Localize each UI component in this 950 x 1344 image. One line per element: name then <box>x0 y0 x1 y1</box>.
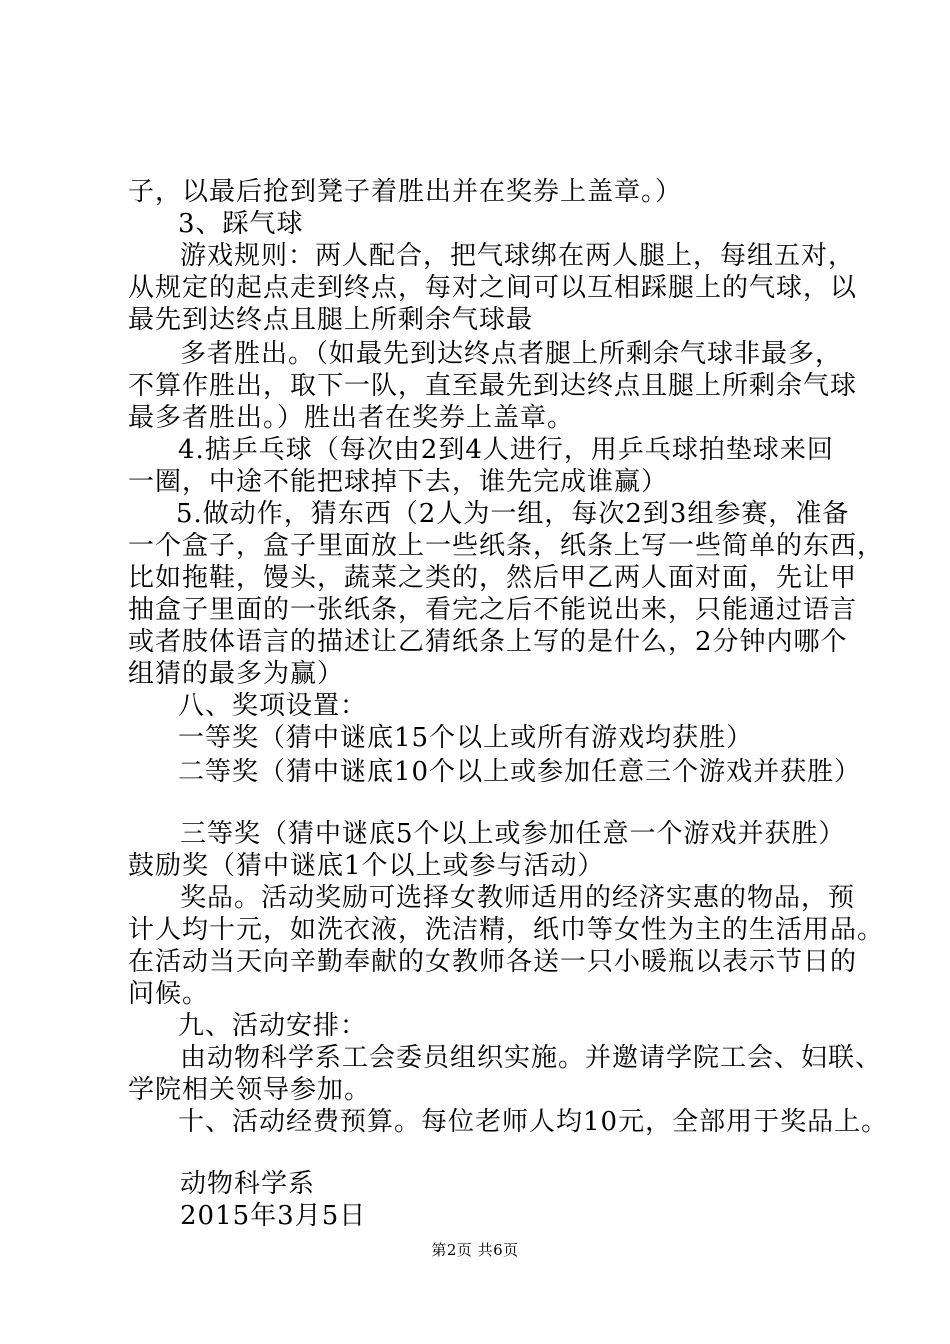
body-line-23: 计人均十元，如洗衣液，洗洁精，纸巾等女性为主的生活用品。 <box>128 915 885 945</box>
section-heading-balloon: 3、踩气球 <box>178 209 304 239</box>
section-heading-arrangement: 九、活动安排： <box>178 1011 368 1041</box>
body-line-6: 多者胜出。（如最先到达终点者腿上所剩余气球非最多， <box>180 339 843 369</box>
body-line-13: 比如拖鞋，馒头，蔬菜之类的，然后甲乙两人面对面，先让甲 <box>128 563 858 593</box>
signature-date: 2015年3月5日 <box>180 1201 367 1231</box>
body-line-1: 子，以最后抢到凳子着胜出并在奖券上盖章。） <box>128 177 683 207</box>
body-line-14: 抽盒子里面的一张纸条，看完之后不能说出来，只能通过语言 <box>128 595 858 625</box>
body-line-4: 从规定的起点走到终点，每对之间可以互相踩腿上的气球，以 <box>128 273 858 303</box>
body-line-3: 游戏规则：两人配合，把气球绑在两人腿上，每组五对， <box>180 241 856 271</box>
award-second: 二等奖（猜中谜底10个以上或参加任意三个游戏并获胜） <box>178 757 862 787</box>
body-line-7: 不算作胜出，取下一队，直至最先到达终点且腿上所剩余气球 <box>128 371 858 401</box>
section-heading-charades: 5.做动作，猜东西（2人为一组，每次2到3组参赛，准备 <box>176 499 850 529</box>
page-number-footer: 第2页 共6页 <box>431 1241 519 1259</box>
award-third: 三等奖（猜中谜底5个以上或参加任意一个游戏并获胜） <box>180 819 846 849</box>
section-heading-pingpong: 4.掂乒乓球（每次由2到4人进行，用乒乓球拍垫球来回 <box>178 435 834 465</box>
body-line-25: 问候。 <box>128 979 210 1009</box>
body-line-12: 一个盒子，盒子里面放上一些纸条，纸条上写一些简单的东西， <box>128 531 885 561</box>
section-heading-budget: 十、活动经费预算。每位老师人均10元，全部用于奖品上。 <box>178 1107 889 1137</box>
body-line-24: 在活动当天向辛勤奉献的女教师各送一只小暖瓶以表示节日的 <box>128 947 858 977</box>
signature-department: 动物科学系 <box>180 1169 316 1199</box>
award-encouragement: 鼓励奖（猜中谜底1个以上或参与活动） <box>128 851 605 881</box>
body-line-27: 由动物科学系工会委员组织实施。并邀请学院工会、妇联、 <box>180 1043 883 1073</box>
body-line-16: 组猜的最多为赢） <box>128 659 345 689</box>
section-heading-awards: 八、奖项设置： <box>178 691 368 721</box>
body-line-22: 奖品。活动奖励可选择女教师适用的经济实惠的物品，预 <box>180 883 856 913</box>
body-line-28: 学院相关领导参加。 <box>128 1075 372 1105</box>
body-line-10: 一圈，中途不能把球掉下去，谁先完成谁赢） <box>128 467 669 497</box>
body-line-8: 最多者胜出。）胜出者在奖券上盖章。 <box>128 403 575 433</box>
body-line-15: 或者肢体语言的描述让乙猜纸条上写的是什么，2分钟内哪个 <box>128 627 848 657</box>
award-first: 一等奖（猜中谜底15个以上或所有游戏均获胜） <box>178 723 754 753</box>
body-line-5: 最先到达终点且腿上所剩余气球最 <box>128 305 534 335</box>
